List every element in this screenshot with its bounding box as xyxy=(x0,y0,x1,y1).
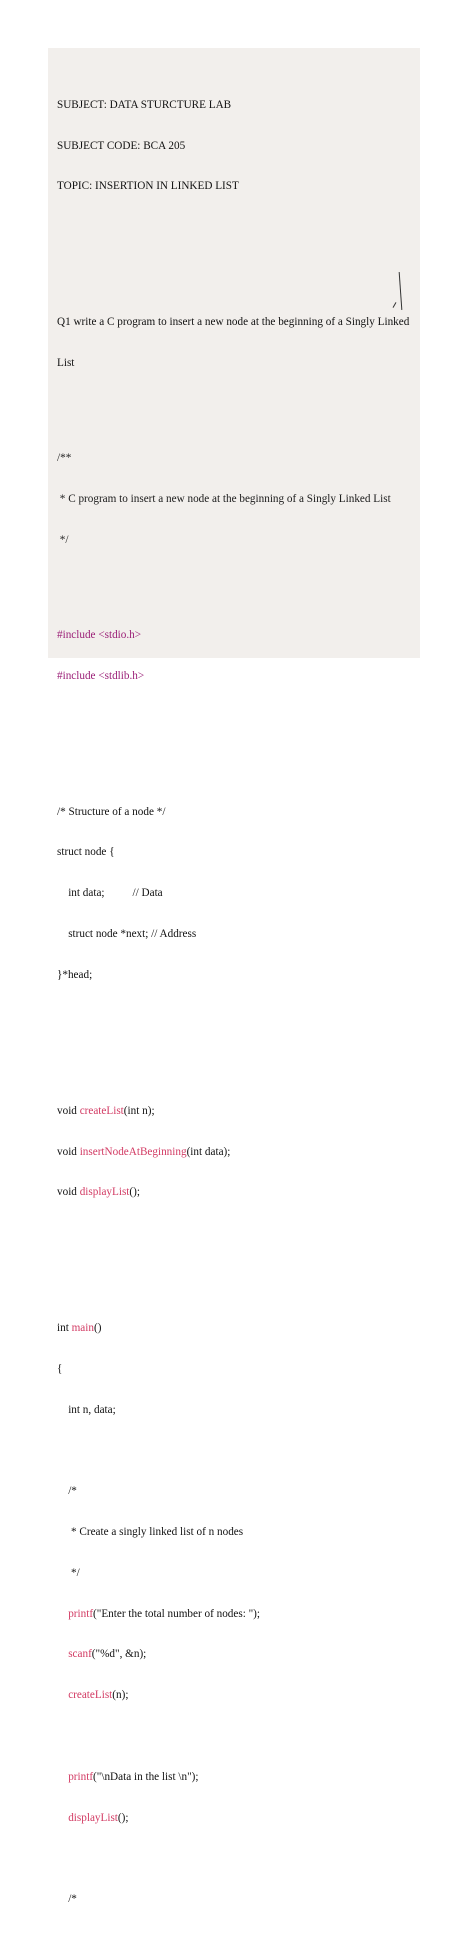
doc-comment-close: */ xyxy=(57,533,69,546)
main-display-list-call: displayList(); xyxy=(68,1811,129,1824)
document-sheet xyxy=(48,48,420,1906)
include-stdlib: #include <stdlib.h> xyxy=(57,669,145,682)
proto-insert-node: void insertNodeAtBeginning(int data); xyxy=(57,1145,231,1158)
doc-comment-open: /** xyxy=(57,452,72,465)
main-signature: int main() xyxy=(57,1322,102,1335)
include-stdio: #include <stdio.h> xyxy=(57,628,142,641)
main-printf-data: printf("\nData in the list \n"); xyxy=(68,1770,199,1783)
doc-comment-body: * C program to insert a new node at the beginning of a Singly Linked List xyxy=(57,493,391,505)
subject-code-line: SUBJECT CODE: BCA 205 xyxy=(57,139,186,152)
question-line-2: List xyxy=(57,357,75,370)
struct-close: }*head; xyxy=(57,968,93,981)
proto-display-list: void displayList(); xyxy=(57,1186,140,1199)
main-create-list-call: createList(n); xyxy=(68,1689,129,1702)
topic-line: TOPIC: INSERTION IN LINKED LIST xyxy=(57,180,239,193)
struct-field-next: struct node *next; // Address xyxy=(57,928,197,940)
main-scanf: scanf("%d", &n); xyxy=(68,1648,147,1661)
struct-field-data: int data; // Data xyxy=(57,887,163,900)
struct-comment: /* Structure of a node */ xyxy=(57,805,166,818)
main-comment-body: * Create a singly linked list of n nodes xyxy=(57,1526,244,1539)
main-comment-open: /* xyxy=(57,1485,77,1498)
main-comment-close: */ xyxy=(57,1566,80,1579)
subject-line: SUBJECT: DATA STURCTURE LAB xyxy=(57,98,232,111)
main-comment-open-2: /* xyxy=(57,1893,77,1906)
main-printf-prompt: printf("Enter the total number of nodes: "); xyxy=(68,1607,261,1620)
question-line-1: Q1 write a C program to insert a new node at the beginning of a Singly Linked xyxy=(57,316,410,329)
main-declarations: int n, data; xyxy=(57,1403,116,1416)
document-content xyxy=(57,58,419,1934)
struct-open: struct node { xyxy=(57,846,115,859)
proto-create-list: void createList(int n); xyxy=(57,1104,155,1117)
main-open-brace: { xyxy=(57,1363,63,1375)
